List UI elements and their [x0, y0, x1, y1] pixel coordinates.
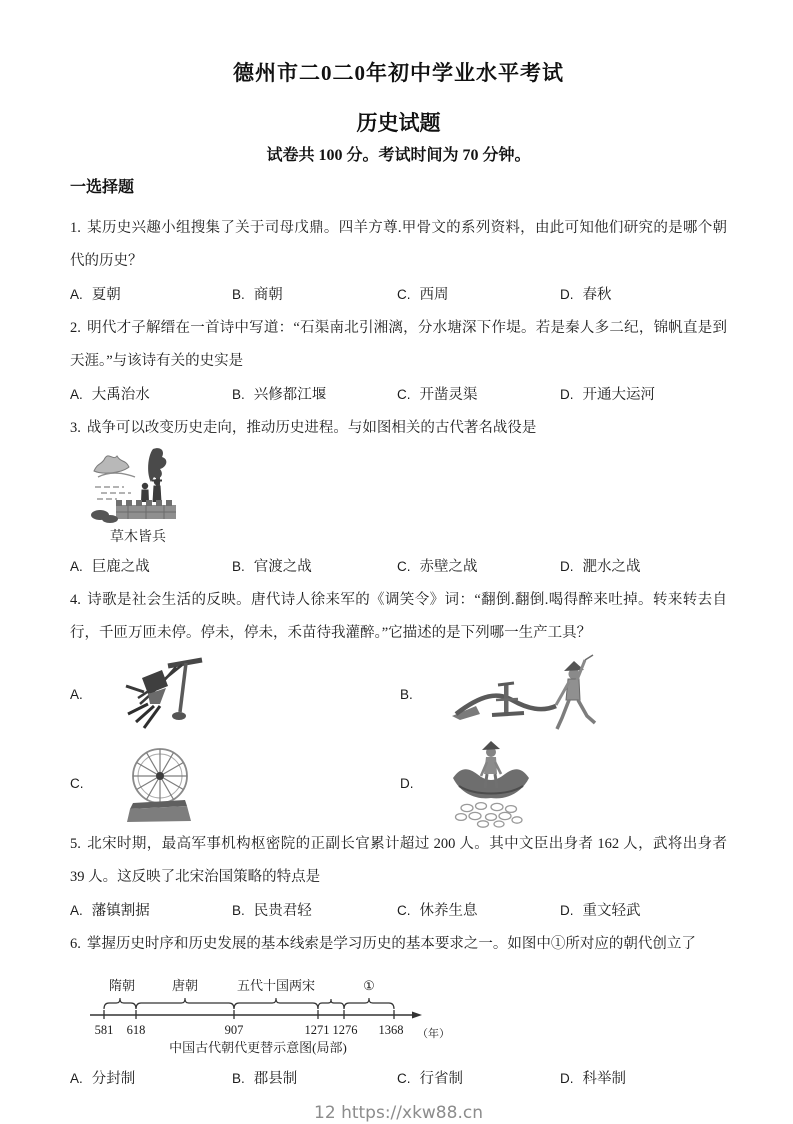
question-number: 1. — [70, 220, 81, 236]
question-4 — [70, 584, 727, 828]
option-d: D. 淝水之战 — [560, 559, 641, 575]
option-a: A. 夏朝 — [70, 287, 121, 303]
option-d: D. 重文轻武 — [560, 903, 641, 919]
bushes — [91, 510, 118, 523]
option-b: B. 商朝 — [232, 287, 283, 303]
question-body: 某历史兴趣小组搜集了关于司母戊鼎。四羊方尊.甲骨文的系列资料，由此可知他们研究的是哪个朝代的历史？ — [70, 220, 727, 269]
rice-seedling-horse-icon — [447, 738, 535, 828]
option-d: D. 春秋 — [560, 287, 612, 303]
paddy-pebbles — [455, 803, 522, 828]
question-number: 2. — [70, 320, 81, 336]
option-c: C. 行省制 — [397, 1071, 463, 1087]
question-1-options — [70, 278, 727, 312]
year-618: 618 — [126, 1023, 146, 1037]
era-label-five-dynasties-song: 五代十国两宋 — [236, 978, 316, 993]
question-number: 3. — [70, 420, 81, 436]
section-heading: 一选择题 — [70, 179, 135, 196]
era-braces — [104, 998, 394, 1009]
curved-shaft-plow-farmer-icon — [446, 652, 618, 736]
year-1271: 1271 — [304, 1023, 330, 1037]
year-907: 907 — [224, 1023, 244, 1037]
question-6 — [70, 928, 727, 1096]
question-body: 北宋时期，最高军事机构枢密院的正副长官累计超过 200 人。其中文臣出身者 162 人，武将出身者 39 人。这反映了北宋治国策略的特点是 — [70, 836, 727, 885]
question-3 — [70, 412, 727, 584]
question-5 — [70, 828, 727, 928]
year-1276: 1276 — [332, 1023, 358, 1037]
era-label-sui: 隋朝 — [108, 978, 136, 993]
option-b: B. 官渡之战 — [232, 559, 312, 575]
option-c: C. 西周 — [397, 287, 449, 303]
farmer — [556, 655, 595, 729]
image-option-a: A. — [70, 652, 400, 736]
figure-caption: 草木皆兵 — [110, 530, 166, 545]
year-1368: 1368 — [378, 1023, 404, 1037]
option-a: A. 大禹治水 — [70, 387, 150, 403]
image-option-d: D. — [400, 738, 727, 828]
year-581: 581 — [94, 1023, 114, 1037]
question-6-figure — [76, 963, 727, 1062]
option-d: D. 开通大运河 — [560, 387, 655, 403]
timeline-caption: 中国古代朝代更替示意图(局部) — [169, 1040, 347, 1055]
grass-trees-soldiers-illustration — [90, 447, 186, 523]
water-lines — [95, 487, 131, 499]
question-2-options — [70, 378, 727, 412]
question-4-image-options — [70, 652, 727, 828]
option-a: A. 分封制 — [70, 1071, 136, 1087]
question-6-options — [70, 1062, 727, 1096]
question-text — [70, 828, 727, 894]
question-body: 掌握历史时序和历史发展的基本线索是学习历史的基本要求之一。如图中①所对应的朝代创立了 — [86, 936, 696, 952]
option-c: C. 休养生息 — [397, 903, 478, 919]
option-a: A. 巨鹿之战 — [70, 559, 150, 575]
dynasty-timeline-diagram — [76, 963, 456, 1057]
watching-figures — [141, 479, 162, 502]
page-subtitle: 历史试题 — [356, 111, 441, 135]
unit-label: （年） — [417, 1028, 450, 1040]
image-option-b: B. — [400, 652, 727, 736]
question-body: 诗歌是社会生活的反映。唐代诗人徐来军的《调笑令》词：“翻倒.翻倒.喝得醉来吐掉。转来转去自行，千匝万匝未停。停未，停未，禾苗待我灌醉。”它描述的是下列哪一生产工具？ — [70, 592, 727, 641]
city-wall — [116, 500, 176, 519]
page-footer: 12 https://xkw88.cn — [314, 1103, 483, 1123]
option-c: C. 赤壁之战 — [397, 559, 478, 575]
page-title: 德州市二0二0年初中学业水平考试 — [233, 61, 564, 85]
question-text — [70, 584, 727, 650]
water-wheel-icon — [117, 743, 202, 823]
question-1 — [70, 212, 727, 312]
question-body: 战争可以改变历史走向，推动历史进程。与如图相关的古代著名战役是 — [86, 420, 537, 436]
option-a: A. 藩镇割据 — [70, 903, 150, 919]
option-b: B. 兴修都江堰 — [232, 387, 327, 403]
seed-drill-icon — [116, 652, 211, 736]
exam-info: 试卷共 100 分。考试时间为 70 分钟。 — [266, 147, 531, 164]
question-5-options — [70, 894, 727, 928]
image-option-c: C. — [70, 738, 400, 828]
question-number: 4. — [70, 592, 81, 608]
question-text — [70, 928, 727, 961]
question-3-options — [70, 550, 727, 584]
question-text — [70, 412, 727, 445]
era-label-circle-one: ① — [363, 978, 375, 993]
option-d: D. 科举制 — [560, 1071, 626, 1087]
question-2 — [70, 312, 727, 412]
question-text — [70, 212, 727, 278]
option-c: C. 开凿灵渠 — [397, 387, 478, 403]
question-body: 明代才子解缙在一首诗中写道：“石渠南北引湘漓，分水塘深下作堤。若是秦人多二纪，锦帆直是到天涯。”与该诗有关的史实是 — [70, 320, 727, 369]
era-label-tang: 唐朝 — [171, 978, 199, 993]
axis-arrowhead — [412, 1012, 422, 1019]
mountains — [94, 456, 135, 477]
question-number: 6. — [70, 936, 81, 952]
question-3-figure — [82, 447, 194, 548]
question-number: 5. — [70, 836, 81, 852]
option-b: B. 民贵君轻 — [232, 903, 312, 919]
option-b: B. 郡县制 — [232, 1071, 298, 1087]
question-text — [70, 312, 727, 378]
question-list — [70, 212, 727, 1096]
